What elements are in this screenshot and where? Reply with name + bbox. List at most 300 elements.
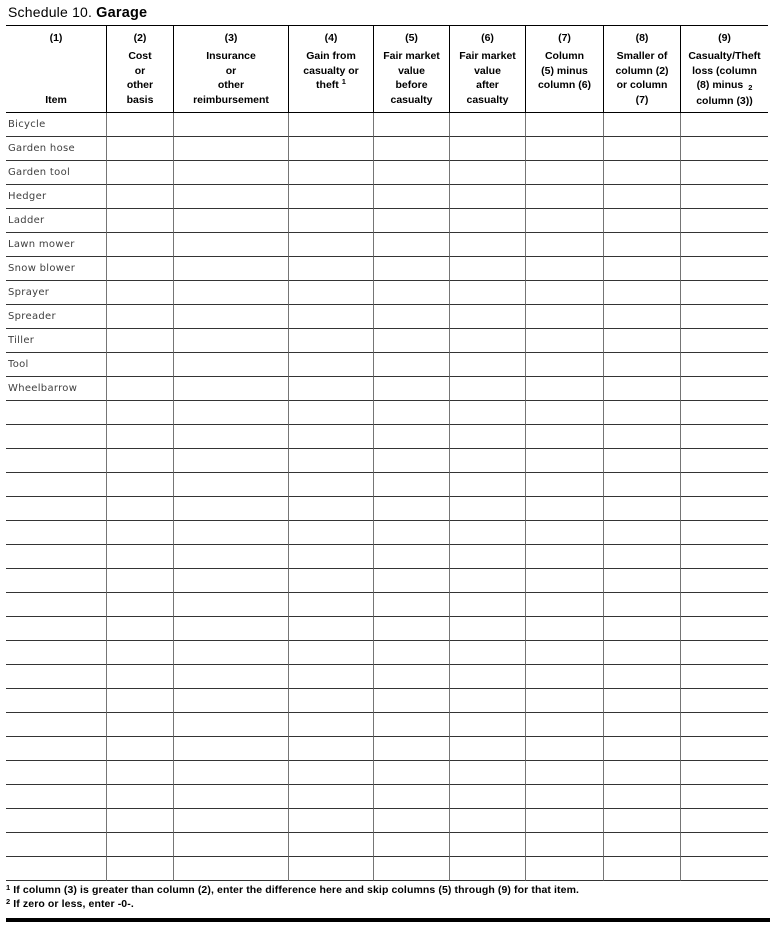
schedule-title [0,0,779,25]
footnote-ref-2: 2 [748,83,753,92]
entry-cell [449,257,525,281]
entry-cell [449,137,525,161]
entry-cell [288,617,373,641]
entry-cell [603,713,680,737]
entry-cell [603,545,680,569]
entry-cell [288,449,373,473]
entry-cell [449,737,525,761]
entry-cell [525,473,603,497]
entry-cell [449,329,525,353]
entry-cell [603,737,680,761]
entry-cell [6,545,106,569]
entry-cell [373,161,449,185]
footnote-2-ref: 2 [6,896,11,906]
item-name: Spreader [6,305,106,329]
entry-cell [373,257,449,281]
entry-cell [373,449,449,473]
entry-cell [603,617,680,641]
entry-cell [288,473,373,497]
entry-cell [603,113,680,137]
entry-cell [449,425,525,449]
entry-cell [525,569,603,593]
column-header-6 [449,25,525,113]
entry-cell [173,521,288,545]
entry-cell [449,569,525,593]
column-header-2 [106,25,173,113]
entry-cell [525,545,603,569]
entry-cell [525,185,603,209]
entry-cell [680,833,768,857]
entry-cell [680,425,768,449]
entry-cell [106,497,173,521]
item-name: Ladder [6,209,106,233]
entry-cell [525,137,603,161]
entry-cell [106,857,173,881]
entry-cell [373,137,449,161]
entry-cell [173,209,288,233]
entry-cell [680,761,768,785]
entry-cell [449,209,525,233]
entry-cell [106,233,173,257]
entry-cell [525,641,603,665]
entry-cell [603,281,680,305]
entry-cell [603,569,680,593]
entry-cell [106,569,173,593]
entry-cell [449,401,525,425]
entry-cell [288,665,373,689]
entry-cell [603,353,680,377]
entry-cell [603,425,680,449]
entry-cell [173,113,288,137]
entry-cell [373,569,449,593]
entry-cell [603,665,680,689]
entry-cell [680,665,768,689]
entry-cell [288,641,373,665]
entry-cell [449,785,525,809]
entry-cell [106,785,173,809]
entry-cell [680,521,768,545]
footnotes [6,884,779,911]
item-column-label: Item [45,94,67,106]
entry-cell [449,761,525,785]
entry-cell [680,113,768,137]
entry-cell [680,449,768,473]
column-header-4 [288,25,373,113]
entry-cell [106,305,173,329]
entry-cell [173,737,288,761]
entry-cell [288,425,373,449]
entry-cell [173,497,288,521]
entry-cell [288,281,373,305]
entry-cell [525,713,603,737]
entry-cell [6,833,106,857]
entry-cell [173,593,288,617]
entry-cell [373,305,449,329]
entry-cell [680,137,768,161]
entry-cell [288,329,373,353]
entry-cell [6,665,106,689]
entry-cell [603,689,680,713]
entry-cell [603,521,680,545]
entry-cell [106,737,173,761]
entry-cell [288,377,373,401]
schedule-table [6,25,768,881]
entry-cell [603,233,680,257]
entry-cell [106,641,173,665]
entry-cell [680,353,768,377]
footnote-ref-1: 1 [341,77,346,86]
entry-cell [449,617,525,641]
entry-cell [373,713,449,737]
entry-cell [288,257,373,281]
entry-cell [373,737,449,761]
entry-cell [173,713,288,737]
entry-cell [173,569,288,593]
entry-cell [106,473,173,497]
entry-cell [603,857,680,881]
entry-cell [288,809,373,833]
entry-cell [449,161,525,185]
entry-cell [449,545,525,569]
column-number: (9) [718,32,731,44]
entry-cell [173,689,288,713]
entry-cell [680,545,768,569]
entry-cell [173,641,288,665]
entry-cell [106,665,173,689]
column-number: (1) [49,32,63,44]
entry-cell [680,809,768,833]
footnote-2 [6,898,779,912]
entry-cell [173,233,288,257]
item-name: Tool [6,353,106,377]
entry-cell [525,689,603,713]
entry-cell [680,377,768,401]
entry-cell [373,617,449,641]
entry-cell [603,449,680,473]
entry-cell [6,473,106,497]
entry-cell [6,737,106,761]
entry-cell [6,761,106,785]
entry-cell [106,281,173,305]
entry-cell [680,617,768,641]
entry-cell [373,809,449,833]
entry-cell [288,713,373,737]
column-header-text: Casualty/Theft loss (column (8) minus 2 column (3)) [688,50,761,107]
entry-cell [106,137,173,161]
entry-cell [173,545,288,569]
entry-cell [525,785,603,809]
entry-cell [680,785,768,809]
entry-cell [173,401,288,425]
entry-cell [449,665,525,689]
footnote-1-ref: 1 [6,883,11,892]
entry-cell [6,449,106,473]
entry-cell [173,473,288,497]
entry-cell [373,497,449,521]
entry-cell [525,329,603,353]
entry-cell [288,521,373,545]
entry-cell [680,473,768,497]
entry-cell [6,617,106,641]
entry-cell [288,689,373,713]
entry-cell [603,377,680,401]
column-number: (5) [405,32,418,44]
entry-cell [680,305,768,329]
entry-cell [449,593,525,617]
entry-cell [6,785,106,809]
entry-cell [525,521,603,545]
entry-cell [525,161,603,185]
entry-cell [680,185,768,209]
entry-cell [449,473,525,497]
entry-cell [680,689,768,713]
item-name: Tiller [6,329,106,353]
entry-cell [106,401,173,425]
entry-cell [173,665,288,689]
entry-cell [173,617,288,641]
entry-cell [6,425,106,449]
entry-cell [373,833,449,857]
entry-cell [680,281,768,305]
entry-cell [525,281,603,305]
entry-cell [106,833,173,857]
column-header-text: Column (5) minus column (6) [537,50,592,91]
entry-cell [373,281,449,305]
entry-cell [288,353,373,377]
entry-cell [449,809,525,833]
column-header-7 [525,25,603,113]
header-line-text: (8) minus [696,79,744,91]
entry-cell [449,449,525,473]
entry-cell [106,185,173,209]
entry-cell [680,257,768,281]
entry-cell [603,641,680,665]
entry-cell [173,833,288,857]
item-name: Garden hose [6,137,106,161]
entry-cell [6,521,106,545]
entry-cell [288,185,373,209]
entry-cell [288,593,373,617]
item-name: Sprayer [6,281,106,305]
entry-cell [525,593,603,617]
column-header-9 [680,25,768,113]
column-header-8 [603,25,680,113]
bottom-rule [6,918,770,922]
entry-cell [6,713,106,737]
entry-cell [6,641,106,665]
entry-cell [680,329,768,353]
entry-cell [106,809,173,833]
entry-cell [603,809,680,833]
entry-cell [449,305,525,329]
entry-cell [373,377,449,401]
entry-cell [288,305,373,329]
entry-cell [373,209,449,233]
column-number: (7) [558,32,571,44]
column-number: (6) [481,32,494,44]
footnote-1 [6,884,779,898]
entry-cell [373,425,449,449]
entry-cell [373,329,449,353]
column-number: (4) [324,32,338,44]
entry-cell [288,209,373,233]
entry-cell [106,161,173,185]
entry-cell [106,521,173,545]
entry-cell [6,857,106,881]
entry-cell [6,569,106,593]
column-header-text: Insurance or other reimbursement [193,50,269,106]
column-number: (8) [635,32,649,44]
entry-cell [373,593,449,617]
entry-cell [106,329,173,353]
entry-cell [525,233,603,257]
entry-cell [173,137,288,161]
entry-cell [449,353,525,377]
entry-cell [603,137,680,161]
entry-cell [603,161,680,185]
entry-cell [288,161,373,185]
entry-cell [603,785,680,809]
entry-cell [680,857,768,881]
entry-cell [288,737,373,761]
entry-cell [603,473,680,497]
entry-cell [525,809,603,833]
entry-cell [173,161,288,185]
entry-cell [173,353,288,377]
entry-cell [525,857,603,881]
entry-cell [106,377,173,401]
entry-cell [449,281,525,305]
entry-cell [288,545,373,569]
item-name: Bicycle [6,113,106,137]
entry-cell [449,713,525,737]
entry-cell [525,737,603,761]
entry-cell [373,353,449,377]
entry-cell [525,425,603,449]
footnote-2-text: If zero or less, enter -0-. [13,897,134,910]
footnote-1-text: If column (3) is greater than column (2), enter the difference here and skip columns (5) through (9) for that item. [13,884,580,896]
entry-cell [106,761,173,785]
entry-cell [603,497,680,521]
entry-cell [449,377,525,401]
entry-cell [173,305,288,329]
entry-cell [680,209,768,233]
entry-cell [449,641,525,665]
entry-cell [6,401,106,425]
entry-cell [603,329,680,353]
entry-cell [373,665,449,689]
entry-cell [449,497,525,521]
schedule-title-prefix: Schedule 10. [8,4,93,20]
entry-cell [603,209,680,233]
item-name: Lawn mower [6,233,106,257]
column-header-text: Smaller of column (2) or column (7) [615,50,669,106]
entry-cell [680,401,768,425]
entry-cell [373,761,449,785]
entry-cell [6,689,106,713]
entry-cell [288,233,373,257]
entry-cell [525,833,603,857]
item-name: Hedger [6,185,106,209]
entry-cell [288,137,373,161]
entry-cell [373,641,449,665]
entry-cell [373,233,449,257]
entry-cell [603,185,680,209]
entry-cell [525,449,603,473]
entry-cell [288,761,373,785]
entry-cell [288,497,373,521]
entry-cell [680,161,768,185]
schedule-title-name: Garage [96,5,148,21]
entry-cell [680,641,768,665]
entry-cell [603,257,680,281]
entry-cell [106,353,173,377]
entry-cell [449,857,525,881]
column-header-text: Gain from casualty or theft $^1$ [303,50,359,91]
entry-cell [525,377,603,401]
entry-cell [525,617,603,641]
entry-cell [373,473,449,497]
entry-cell [373,401,449,425]
item-name: Wheelbarrow [6,377,106,401]
entry-cell [106,593,173,617]
entry-cell [6,497,106,521]
entry-cell [106,449,173,473]
entry-cell [603,593,680,617]
entry-cell [106,713,173,737]
entry-cell [373,113,449,137]
entry-cell [373,545,449,569]
entry-cell [525,353,603,377]
column-number: (3) [224,32,238,44]
entry-cell [373,521,449,545]
entry-cell [525,257,603,281]
entry-cell [603,833,680,857]
entry-cell [449,185,525,209]
entry-cell [525,761,603,785]
column-header-3 [173,25,288,113]
entry-cell [173,425,288,449]
entry-cell [288,857,373,881]
entry-cell [173,449,288,473]
entry-cell [525,305,603,329]
entry-cell [288,833,373,857]
column-number: (2) [133,32,147,44]
entry-cell [449,521,525,545]
entry-cell [173,257,288,281]
entry-cell [173,809,288,833]
item-name: Snow blower [6,257,106,281]
entry-cell [288,569,373,593]
entry-cell [106,209,173,233]
column-header-text: Fair market value before casualty [383,50,440,106]
entry-cell [6,593,106,617]
entry-cell [106,425,173,449]
entry-cell [173,857,288,881]
item-name: Garden tool [6,161,106,185]
entry-cell [680,569,768,593]
entry-cell [288,785,373,809]
entry-cell [525,209,603,233]
entry-cell [603,761,680,785]
entry-cell [525,113,603,137]
entry-cell [173,185,288,209]
entry-cell [173,377,288,401]
entry-cell [680,593,768,617]
entry-cell [173,785,288,809]
entry-cell [106,257,173,281]
entry-cell [525,665,603,689]
